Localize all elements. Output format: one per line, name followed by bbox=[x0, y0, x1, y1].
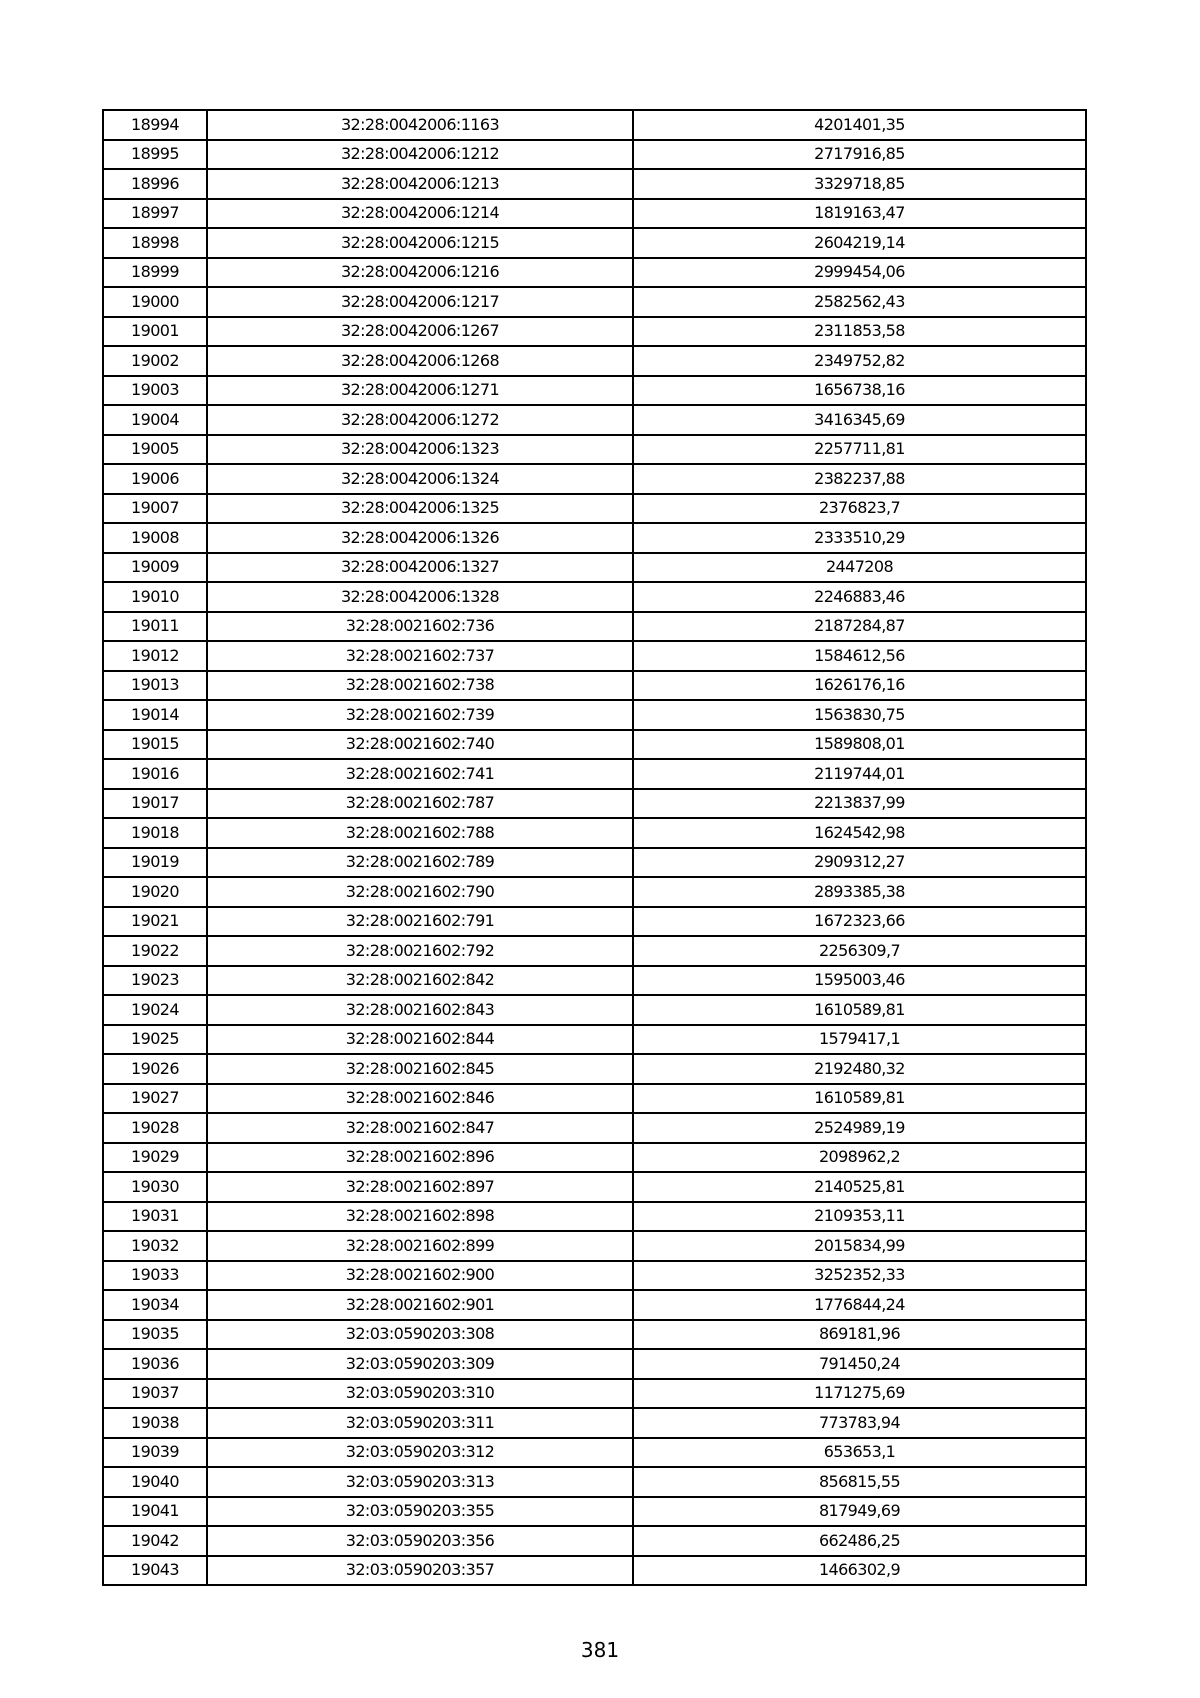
cadastral-number-cell: 32:28:0021602:739 bbox=[207, 700, 633, 730]
cadastral-number-cell: 32:03:0590203:356 bbox=[207, 1526, 633, 1556]
row-index-cell: 19037 bbox=[103, 1379, 207, 1409]
page-number: 381 bbox=[580, 1638, 620, 1662]
row-index-cell: 19016 bbox=[103, 759, 207, 789]
cadastral-number-cell: 32:28:0042006:1324 bbox=[207, 464, 633, 494]
cadastral-value-cell: 2604219,14 bbox=[633, 228, 1086, 258]
cadastral-number-cell: 32:28:0021602:899 bbox=[207, 1231, 633, 1261]
table-row bbox=[103, 730, 1086, 760]
table-row bbox=[103, 700, 1086, 730]
cadastral-value-table bbox=[102, 109, 1087, 1586]
cadastral-number-cell: 32:28:0042006:1271 bbox=[207, 376, 633, 406]
cadastral-value-cell: 1466302,9 bbox=[633, 1556, 1086, 1586]
table-row bbox=[103, 1379, 1086, 1409]
cadastral-number-cell: 32:03:0590203:312 bbox=[207, 1438, 633, 1468]
row-index-cell: 19012 bbox=[103, 641, 207, 671]
cadastral-value-cell: 3329718,85 bbox=[633, 169, 1086, 199]
row-index-cell: 19031 bbox=[103, 1202, 207, 1232]
cadastral-value-cell: 1819163,47 bbox=[633, 199, 1086, 229]
cadastral-number-cell: 32:28:0042006:1328 bbox=[207, 582, 633, 612]
row-index-cell: 19009 bbox=[103, 553, 207, 583]
row-index-cell: 19029 bbox=[103, 1143, 207, 1173]
table-row bbox=[103, 258, 1086, 288]
row-index-cell: 19004 bbox=[103, 405, 207, 435]
cadastral-value-cell: 1776844,24 bbox=[633, 1290, 1086, 1320]
cadastral-value-cell: 3252352,33 bbox=[633, 1261, 1086, 1291]
row-index-cell: 19024 bbox=[103, 995, 207, 1025]
cadastral-number-cell: 32:28:0042006:1217 bbox=[207, 287, 633, 317]
cadastral-value-cell: 2349752,82 bbox=[633, 346, 1086, 376]
cadastral-number-cell: 32:28:0021602:847 bbox=[207, 1113, 633, 1143]
cadastral-number-cell: 32:03:0590203:310 bbox=[207, 1379, 633, 1409]
row-index-cell: 19020 bbox=[103, 877, 207, 907]
cadastral-number-cell: 32:28:0042006:1325 bbox=[207, 494, 633, 524]
table-row bbox=[103, 877, 1086, 907]
cadastral-number-cell: 32:28:0021602:896 bbox=[207, 1143, 633, 1173]
row-index-cell: 19000 bbox=[103, 287, 207, 317]
table-row bbox=[103, 287, 1086, 317]
cadastral-value-cell: 2447208 bbox=[633, 553, 1086, 583]
cadastral-value-cell: 2376823,7 bbox=[633, 494, 1086, 524]
cadastral-value-cell: 2909312,27 bbox=[633, 848, 1086, 878]
row-index-cell: 19043 bbox=[103, 1556, 207, 1586]
row-index-cell: 19030 bbox=[103, 1172, 207, 1202]
table-row bbox=[103, 1556, 1086, 1586]
cadastral-value-cell: 2109353,11 bbox=[633, 1202, 1086, 1232]
row-index-cell: 19025 bbox=[103, 1025, 207, 1055]
cadastral-value-cell: 1563830,75 bbox=[633, 700, 1086, 730]
cadastral-number-cell: 32:28:0021602:844 bbox=[207, 1025, 633, 1055]
cadastral-number-cell: 32:28:0042006:1267 bbox=[207, 317, 633, 347]
cadastral-number-cell: 32:28:0021602:900 bbox=[207, 1261, 633, 1291]
table-row bbox=[103, 1408, 1086, 1438]
cadastral-value-cell: 1171275,69 bbox=[633, 1379, 1086, 1409]
table-row bbox=[103, 995, 1086, 1025]
table-row bbox=[103, 818, 1086, 848]
cadastral-number-cell: 32:28:0021602:788 bbox=[207, 818, 633, 848]
table-row bbox=[103, 494, 1086, 524]
cadastral-value-cell: 1672323,66 bbox=[633, 907, 1086, 937]
cadastral-value-cell: 4201401,35 bbox=[633, 110, 1086, 140]
table-row bbox=[103, 435, 1086, 465]
cadastral-number-cell: 32:28:0021602:789 bbox=[207, 848, 633, 878]
row-index-cell: 19023 bbox=[103, 966, 207, 996]
table-row bbox=[103, 848, 1086, 878]
table-row bbox=[103, 671, 1086, 701]
table-row bbox=[103, 317, 1086, 347]
cadastral-value-cell: 2382237,88 bbox=[633, 464, 1086, 494]
cadastral-value-cell: 2717916,85 bbox=[633, 140, 1086, 170]
row-index-cell: 19010 bbox=[103, 582, 207, 612]
row-index-cell: 19021 bbox=[103, 907, 207, 937]
table-row bbox=[103, 1172, 1086, 1202]
cadastral-number-cell: 32:28:0042006:1212 bbox=[207, 140, 633, 170]
cadastral-value-cell: 869181,96 bbox=[633, 1320, 1086, 1350]
cadastral-value-cell: 1624542,98 bbox=[633, 818, 1086, 848]
table-row bbox=[103, 641, 1086, 671]
cadastral-number-cell: 32:03:0590203:311 bbox=[207, 1408, 633, 1438]
row-index-cell: 19013 bbox=[103, 671, 207, 701]
cadastral-value-cell: 2246883,46 bbox=[633, 582, 1086, 612]
cadastral-value-cell: 2213837,99 bbox=[633, 789, 1086, 819]
table-row bbox=[103, 464, 1086, 494]
cadastral-number-cell: 32:28:0021602:845 bbox=[207, 1054, 633, 1084]
cadastral-value-cell: 1656738,16 bbox=[633, 376, 1086, 406]
cadastral-number-cell: 32:28:0042006:1268 bbox=[207, 346, 633, 376]
row-index-cell: 19038 bbox=[103, 1408, 207, 1438]
row-index-cell: 19022 bbox=[103, 936, 207, 966]
cadastral-value-cell: 773783,94 bbox=[633, 1408, 1086, 1438]
cadastral-value-cell: 2187284,87 bbox=[633, 612, 1086, 642]
row-index-cell: 19032 bbox=[103, 1231, 207, 1261]
row-index-cell: 19019 bbox=[103, 848, 207, 878]
cadastral-number-cell: 32:28:0021602:790 bbox=[207, 877, 633, 907]
row-index-cell: 19006 bbox=[103, 464, 207, 494]
cadastral-number-cell: 32:28:0042006:1214 bbox=[207, 199, 633, 229]
row-index-cell: 19036 bbox=[103, 1349, 207, 1379]
cadastral-value-cell: 856815,55 bbox=[633, 1467, 1086, 1497]
table-row bbox=[103, 376, 1086, 406]
table-row bbox=[103, 1261, 1086, 1291]
cadastral-number-cell: 32:28:0042006:1216 bbox=[207, 258, 633, 288]
cadastral-value-cell: 2582562,43 bbox=[633, 287, 1086, 317]
cadastral-number-cell: 32:28:0042006:1272 bbox=[207, 405, 633, 435]
cadastral-value-cell: 2192480,32 bbox=[633, 1054, 1086, 1084]
cadastral-number-cell: 32:28:0021602:897 bbox=[207, 1172, 633, 1202]
cadastral-value-cell: 662486,25 bbox=[633, 1526, 1086, 1556]
row-index-cell: 19033 bbox=[103, 1261, 207, 1291]
table-row bbox=[103, 1231, 1086, 1261]
cadastral-value-cell: 2098962,2 bbox=[633, 1143, 1086, 1173]
cadastral-number-cell: 32:28:0021602:791 bbox=[207, 907, 633, 937]
table-row bbox=[103, 346, 1086, 376]
cadastral-number-cell: 32:28:0021602:843 bbox=[207, 995, 633, 1025]
row-index-cell: 18999 bbox=[103, 258, 207, 288]
row-index-cell: 19039 bbox=[103, 1438, 207, 1468]
cadastral-value-cell: 2140525,81 bbox=[633, 1172, 1086, 1202]
table-body bbox=[103, 110, 1086, 1585]
row-index-cell: 18995 bbox=[103, 140, 207, 170]
table-row bbox=[103, 553, 1086, 583]
cadastral-value-cell: 2256309,7 bbox=[633, 936, 1086, 966]
row-index-cell: 19017 bbox=[103, 789, 207, 819]
row-index-cell: 18998 bbox=[103, 228, 207, 258]
table-row bbox=[103, 169, 1086, 199]
cadastral-value-cell: 2999454,06 bbox=[633, 258, 1086, 288]
table-row bbox=[103, 1467, 1086, 1497]
row-index-cell: 18997 bbox=[103, 199, 207, 229]
cadastral-value-cell: 1589808,01 bbox=[633, 730, 1086, 760]
row-index-cell: 19005 bbox=[103, 435, 207, 465]
cadastral-number-cell: 32:28:0021602:740 bbox=[207, 730, 633, 760]
row-index-cell: 19007 bbox=[103, 494, 207, 524]
row-index-cell: 19008 bbox=[103, 523, 207, 553]
table-row bbox=[103, 936, 1086, 966]
table-row bbox=[103, 199, 1086, 229]
table-row bbox=[103, 789, 1086, 819]
table-row bbox=[103, 405, 1086, 435]
cadastral-value-cell: 1584612,56 bbox=[633, 641, 1086, 671]
cadastral-number-cell: 32:28:0021602:736 bbox=[207, 612, 633, 642]
cadastral-value-cell: 2257711,81 bbox=[633, 435, 1086, 465]
table-row bbox=[103, 1497, 1086, 1527]
row-index-cell: 19028 bbox=[103, 1113, 207, 1143]
cadastral-value-cell: 1610589,81 bbox=[633, 995, 1086, 1025]
cadastral-number-cell: 32:28:0021602:792 bbox=[207, 936, 633, 966]
row-index-cell: 18996 bbox=[103, 169, 207, 199]
cadastral-value-cell: 653653,1 bbox=[633, 1438, 1086, 1468]
row-index-cell: 19018 bbox=[103, 818, 207, 848]
row-index-cell: 19003 bbox=[103, 376, 207, 406]
row-index-cell: 19002 bbox=[103, 346, 207, 376]
cadastral-number-cell: 32:03:0590203:309 bbox=[207, 1349, 633, 1379]
table-row bbox=[103, 1438, 1086, 1468]
cadastral-number-cell: 32:28:0021602:901 bbox=[207, 1290, 633, 1320]
cadastral-value-cell: 1626176,16 bbox=[633, 671, 1086, 701]
row-index-cell: 19014 bbox=[103, 700, 207, 730]
cadastral-number-cell: 32:03:0590203:355 bbox=[207, 1497, 633, 1527]
cadastral-number-cell: 32:28:0021602:898 bbox=[207, 1202, 633, 1232]
cadastral-number-cell: 32:28:0021602:787 bbox=[207, 789, 633, 819]
cadastral-number-cell: 32:28:0042006:1215 bbox=[207, 228, 633, 258]
cadastral-number-cell: 32:28:0042006:1327 bbox=[207, 553, 633, 583]
row-index-cell: 19026 bbox=[103, 1054, 207, 1084]
row-index-cell: 19042 bbox=[103, 1526, 207, 1556]
cadastral-value-cell: 2524989,19 bbox=[633, 1113, 1086, 1143]
row-index-cell: 19027 bbox=[103, 1084, 207, 1114]
table-row bbox=[103, 1320, 1086, 1350]
row-index-cell: 18994 bbox=[103, 110, 207, 140]
table-row bbox=[103, 759, 1086, 789]
cadastral-value-cell: 1579417,1 bbox=[633, 1025, 1086, 1055]
cadastral-value-cell: 791450,24 bbox=[633, 1349, 1086, 1379]
cadastral-number-cell: 32:03:0590203:357 bbox=[207, 1556, 633, 1586]
cadastral-number-cell: 32:28:0021602:842 bbox=[207, 966, 633, 996]
table-row bbox=[103, 582, 1086, 612]
table-row bbox=[103, 907, 1086, 937]
cadastral-value-cell: 2893385,38 bbox=[633, 877, 1086, 907]
table-row bbox=[103, 966, 1086, 996]
table-row bbox=[103, 1526, 1086, 1556]
row-index-cell: 19035 bbox=[103, 1320, 207, 1350]
row-index-cell: 19041 bbox=[103, 1497, 207, 1527]
cadastral-number-cell: 32:28:0021602:738 bbox=[207, 671, 633, 701]
table-row bbox=[103, 523, 1086, 553]
row-index-cell: 19001 bbox=[103, 317, 207, 347]
row-index-cell: 19011 bbox=[103, 612, 207, 642]
cadastral-number-cell: 32:28:0042006:1323 bbox=[207, 435, 633, 465]
cadastral-number-cell: 32:28:0042006:1163 bbox=[207, 110, 633, 140]
cadastral-number-cell: 32:03:0590203:313 bbox=[207, 1467, 633, 1497]
cadastral-value-cell: 1595003,46 bbox=[633, 966, 1086, 996]
cadastral-value-cell: 3416345,69 bbox=[633, 405, 1086, 435]
table-row bbox=[103, 1084, 1086, 1114]
cadastral-value-cell: 817949,69 bbox=[633, 1497, 1086, 1527]
cadastral-number-cell: 32:28:0021602:846 bbox=[207, 1084, 633, 1114]
table-row bbox=[103, 1113, 1086, 1143]
cadastral-value-cell: 2333510,29 bbox=[633, 523, 1086, 553]
table-row bbox=[103, 1290, 1086, 1320]
cadastral-number-cell: 32:28:0021602:737 bbox=[207, 641, 633, 671]
table-row bbox=[103, 1143, 1086, 1173]
row-index-cell: 19034 bbox=[103, 1290, 207, 1320]
cadastral-value-cell: 1610589,81 bbox=[633, 1084, 1086, 1114]
cadastral-value-cell: 2311853,58 bbox=[633, 317, 1086, 347]
table-row bbox=[103, 110, 1086, 140]
table-row bbox=[103, 1025, 1086, 1055]
table-row bbox=[103, 1202, 1086, 1232]
row-index-cell: 19015 bbox=[103, 730, 207, 760]
cadastral-number-cell: 32:28:0042006:1326 bbox=[207, 523, 633, 553]
table-row bbox=[103, 612, 1086, 642]
table-row bbox=[103, 228, 1086, 258]
cadastral-number-cell: 32:28:0042006:1213 bbox=[207, 169, 633, 199]
table-row bbox=[103, 1054, 1086, 1084]
table-row bbox=[103, 1349, 1086, 1379]
cadastral-number-cell: 32:28:0021602:741 bbox=[207, 759, 633, 789]
cadastral-value-cell: 2015834,99 bbox=[633, 1231, 1086, 1261]
row-index-cell: 19040 bbox=[103, 1467, 207, 1497]
cadastral-number-cell: 32:03:0590203:308 bbox=[207, 1320, 633, 1350]
table-row bbox=[103, 140, 1086, 170]
cadastral-value-cell: 2119744,01 bbox=[633, 759, 1086, 789]
